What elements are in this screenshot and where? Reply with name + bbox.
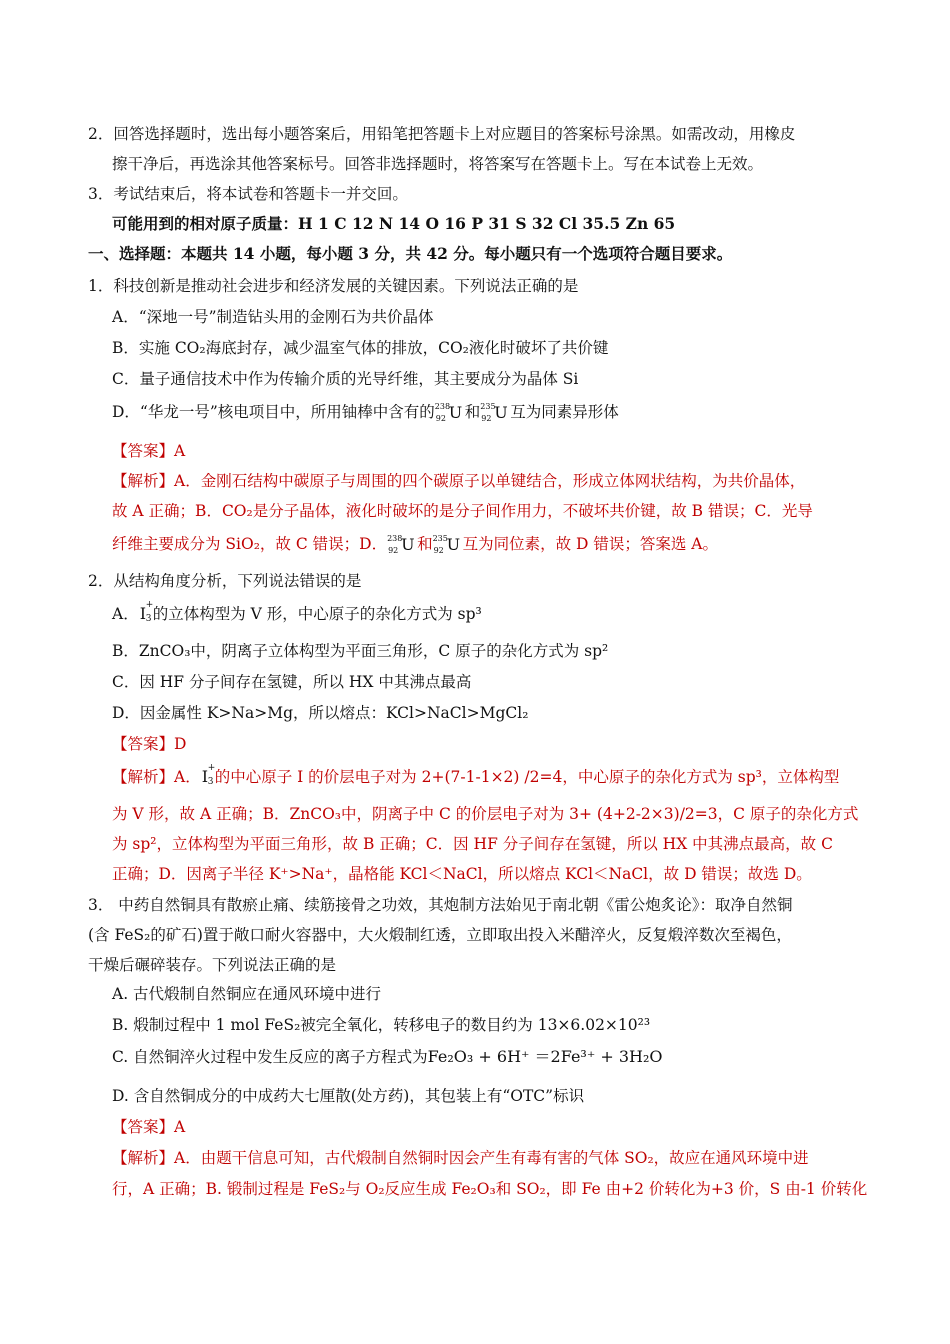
q2-explanation-line4: 正确；D．因离子半径 K⁺>Na⁺，晶格能 KCl＜NaCl，所以熔点 KCl＜NaCl，故 D 错误；故选 D。 <box>112 865 812 883</box>
q3-explanation-line1: 【解析】A．由题干信息可知，古代煅制自然铜时因会产生有毒有害的气体 SO₂，故应在通风环境中进 <box>112 1149 809 1167</box>
q2-option-d: D．因金属性 K>Na>Mg，所以熔点：KCl>NaCl>MgCl₂ <box>112 704 529 722</box>
q3-option-a: A. 古代煅制自然铜应在通风环境中进行 <box>112 985 382 1003</box>
q1-option-a: A．“深地一号”制造钻头用的金刚石为共价晶体 <box>112 308 434 326</box>
q1-option-d-post: 互为同素异形体 <box>510 403 619 421</box>
q3-explanation-line2: 行，A 正确；B. 锻制过程是 FeS₂与 O₂反应生成 Fe₂O₃和 SO₂，即 Fe 由+2 价转化为+3 价，S 由-1 价转化 <box>112 1180 868 1198</box>
ionic-equation: Fe₂O₃ + 6H⁺ ＝2Fe³⁺ + 3H₂O <box>427 1047 663 1066</box>
q1-explanation-line3: 纤维主要成分为 SiO₂，故 C 错误；D． 238 92 U 和 235 92 U 互为同位素，故 D 错误；答案选 A。 <box>112 534 718 555</box>
u238-isotope: 238 92 U <box>434 402 463 423</box>
q3-answer: 【答案】A <box>112 1118 186 1136</box>
q2-option-c: C．因 HF 分子间存在氢键，所以 HX 中其沸点最高 <box>112 673 472 691</box>
instruction-2-line2: 擦干净后，再选涂其他答案标号。回答非选择题时，将答案写在答题卡上。写在本试卷上无效。 <box>112 155 764 173</box>
q1-option-d <box>112 401 619 424</box>
instruction-2-line1: 2．回答选择题时，选出每小题答案后，用铅笔把答题卡上对应题目的答案标号涂黑。如需改动，用橡皮 <box>88 125 796 143</box>
q1-option-c: C．量子通信技术中作为传输介质的光导纤维，其主要成分为晶体 Si <box>112 370 579 388</box>
q1-explanation-line1: 【解析】A．金刚石结构中碳原子与周围的四个碳原子以单键结合，形成立体网状结构，为共价晶体， <box>112 472 806 490</box>
q3-option-c: C. 自然铜淬火过程中发生反应的离子方程式为Fe₂O₃ + 6H⁺ ＝2Fe³⁺ + 3H₂O <box>112 1047 663 1066</box>
q2-answer: 【答案】D <box>112 735 187 753</box>
q3-option-d: D. 含自然铜成分的中成药大七厘散(处方药)，其包装上有“OTC”标识 <box>112 1087 585 1105</box>
q2-explanation-line1: 【解析】A． I + 3 的中心原子 I 的价层电子对为 2+(7-1-1×2) /2=4，中心原子的杂化方式为 sp³，立体构型 <box>112 763 840 787</box>
atomic-mass-line: 可能用到的相对原子质量：H 1 C 12 N 14 O 16 P 31 S 32 Cl 35.5 Zn 65 <box>112 214 676 233</box>
q2-explanation-line3: 为 sp²，立体构型为平面三角形，故 B 正确；C．因 HF 分子间存在氢键，所以 HX 中其沸点最高，故 C <box>112 835 833 853</box>
u235-isotope: 235 92 U <box>480 402 508 423</box>
q1-option-b: B．实施 CO₂海底封存，减少温室气体的排放，CO₂液化时破坏了共价键 <box>112 339 609 357</box>
q1-explanation-line2: 故 A 正确；B．CO₂是分子晶体，液化时破坏的是分子间作用力，不破坏共价键，故 B 错误；C．光导 <box>112 502 813 520</box>
q2-stem: 2．从结构角度分析，下列说法错误的是 <box>88 572 362 590</box>
instruction-3: 3．考试结束后，将本试卷和答题卡一并交回。 <box>88 185 408 203</box>
q1-option-d-mid: 和 <box>464 403 481 421</box>
q1-option-d-pre: D．“华龙一号”核电项目中，所用铀棒中含有的 <box>112 403 435 421</box>
section-title: 一、选择题：本题共 14 小题，每小题 3 分，共 42 分。每小题只有一个选项符合题目要求。 <box>88 244 733 263</box>
q2-option-a: A． I + 3 的立体构型为 V 形，中心原子的杂化方式为 sp³ <box>112 600 482 624</box>
q3-stem-line2: (含 FeS₂的矿石)置于敞口耐火容器中，大火煅制红透，立即取出投入米醋淬火，反复煅淬数次至褐色， <box>88 926 792 944</box>
q1-answer: 【答案】A <box>112 442 186 460</box>
q3-option-b: B. 煅制过程中 1 mol FeS₂被完全氧化，转移电子的数目约为 13×6.02×10²³ <box>112 1016 651 1034</box>
q3-stem-line1: 3． 中药自然铜具有散瘀止痛、续筋接骨之功效，其炮制方法始见于南北朝《雷公炮炙论》：取净自然铜 <box>88 896 793 914</box>
u235-isotope-exp: 235 92 U <box>432 534 461 555</box>
u238-isotope-exp: 238 92 U <box>387 534 415 555</box>
q2-option-b: B．ZnCO₃中，阴离子立体构型为平面三角形，C 原子的杂化方式为 sp² <box>112 642 609 660</box>
q1-stem: 1．科技创新是推动社会进步和经济发展的关键因素。下列说法正确的是 <box>88 277 579 295</box>
q3-stem-line3: 干燥后碾碎装存。下列说法正确的是 <box>88 956 337 974</box>
q2-explanation-line2: 为 V 形，故 A 正确；B．ZnCO₃中，阴离子中 C 的价层电子对为 3+ (4+2-2×3)/2=3，C 原子的杂化方式 <box>112 805 859 823</box>
i3-ion: I + 3 <box>139 600 154 624</box>
i3-ion-exp: I + 3 <box>201 763 216 787</box>
